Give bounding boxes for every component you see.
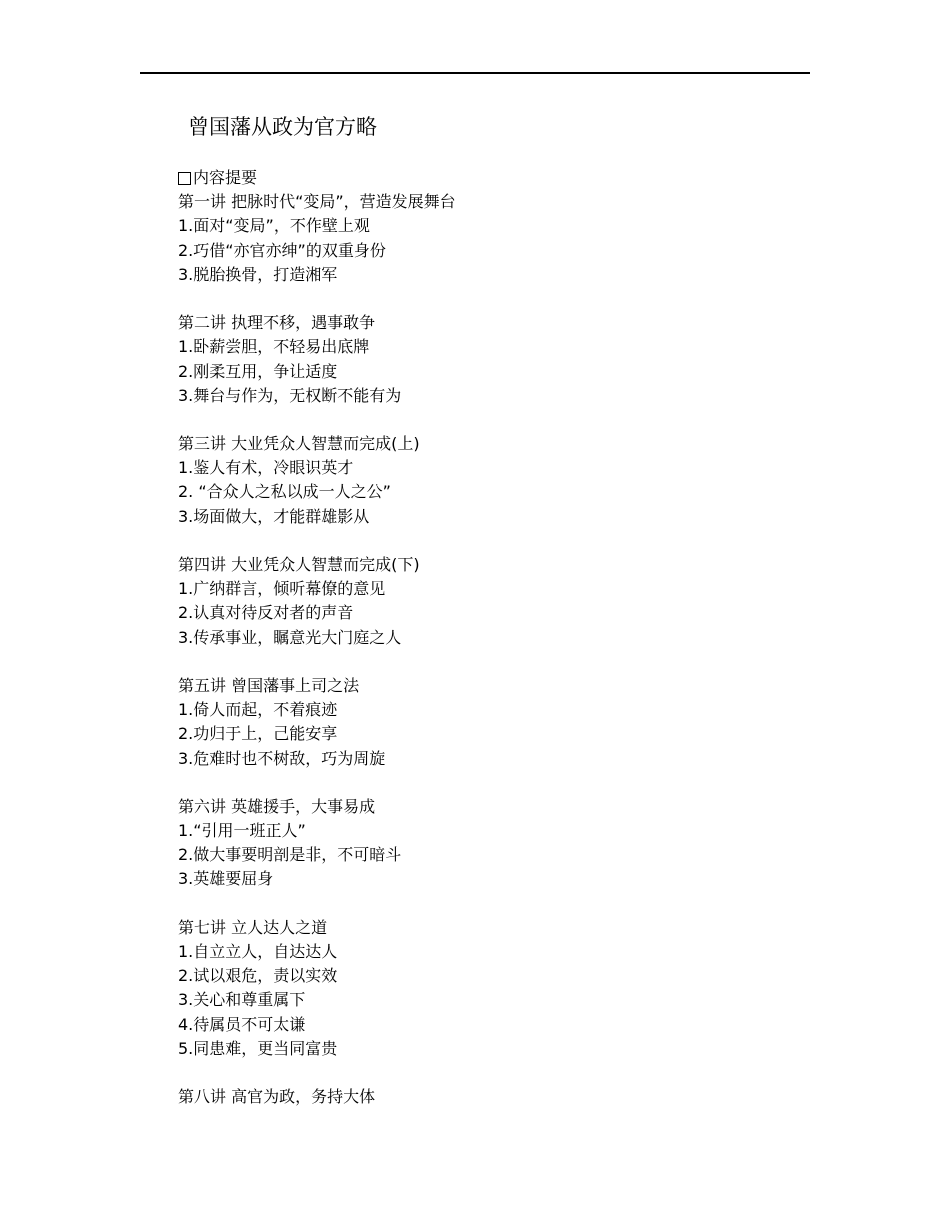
checkbox-icon xyxy=(178,172,191,185)
lecture-point: 3.英雄要屈身 xyxy=(178,869,274,889)
lecture-section xyxy=(178,432,818,529)
lecture-section xyxy=(178,1085,818,1109)
lecture-point: 3.舞台与作为，无权断不能有为 xyxy=(178,385,402,405)
lecture-point: 5.同患难，更当同富贵 xyxy=(178,1038,338,1058)
lecture-section xyxy=(178,553,818,650)
header-rule xyxy=(140,72,810,74)
lecture-point: 1.“引用一班正人” xyxy=(178,821,306,841)
lecture-heading: 第二讲 执理不移，遇事敢争 xyxy=(178,313,376,333)
lecture-point: 1.卧薪尝胆，不轻易出底牌 xyxy=(178,337,370,357)
lecture-point: 1.倚人而起，不着痕迹 xyxy=(178,700,338,720)
lecture-heading: 第三讲 大业凭众人智慧而完成(上) xyxy=(178,434,420,454)
lecture-point: 2.功归于上，己能安享 xyxy=(178,724,338,744)
lecture-heading: 第五讲 曾国藩事上司之法 xyxy=(178,675,360,695)
lecture-heading: 第七讲 立人达人之道 xyxy=(178,917,328,937)
lecture-heading: 第四讲 大业凭众人智慧而完成(下) xyxy=(178,555,420,574)
lecture-point: 3.关心和尊重属下 xyxy=(178,990,306,1010)
lecture-heading: 第六讲 英雄援手，大事易成 xyxy=(178,796,376,816)
lecture-heading: 第一讲 把脉时代“变局”，营造发展舞台 xyxy=(178,192,456,212)
lecture-point: 2.巧借“亦官亦绅”的双重身份 xyxy=(178,240,386,260)
lecture-point: 2.试以艰危，责以实效 xyxy=(178,966,338,986)
lecture-point: 3.脱胎换骨，打造湘军 xyxy=(178,264,338,284)
lecture-list xyxy=(178,190,818,1109)
lecture-point: 2.刚柔互用，争让适度 xyxy=(178,361,338,381)
lecture-point: 1.广纳群言，倾听幕僚的意见 xyxy=(178,579,386,599)
lecture-point: 3.传承事业，瞩意光大门庭之人 xyxy=(178,627,402,647)
lecture-section xyxy=(178,916,818,1061)
lecture-point: 1.鉴人有术，冷眼识英才 xyxy=(178,458,354,478)
lecture-point: 2. “合众人之私以成一人之公” xyxy=(178,482,391,502)
summary-heading xyxy=(178,166,818,190)
lecture-point: 1.自立立人，自达达人 xyxy=(178,942,338,961)
lecture-point: 4.待属员不可太谦 xyxy=(178,1014,306,1034)
lecture-section xyxy=(178,674,818,771)
lecture-point: 3.危难时也不树敌，巧为周旋 xyxy=(178,748,386,768)
lecture-heading: 第八讲 高官为政，务持大体 xyxy=(178,1087,376,1107)
lecture-point: 1.面对“变局”，不作壁上观 xyxy=(178,216,370,236)
lecture-section xyxy=(178,795,818,892)
lecture-section xyxy=(178,311,818,408)
document-body xyxy=(178,166,818,1109)
lecture-section xyxy=(178,190,818,287)
lecture-point: 2.做大事要明剖是非，不可暗斗 xyxy=(178,845,402,865)
lecture-point: 2.认真对待反对者的声音 xyxy=(178,603,354,623)
lecture-point: 3.场面做大，才能群雄影从 xyxy=(178,506,370,526)
summary-heading-label: 内容提要 xyxy=(193,168,258,187)
document-title: 曾国藩从政为官方略 xyxy=(188,115,377,139)
